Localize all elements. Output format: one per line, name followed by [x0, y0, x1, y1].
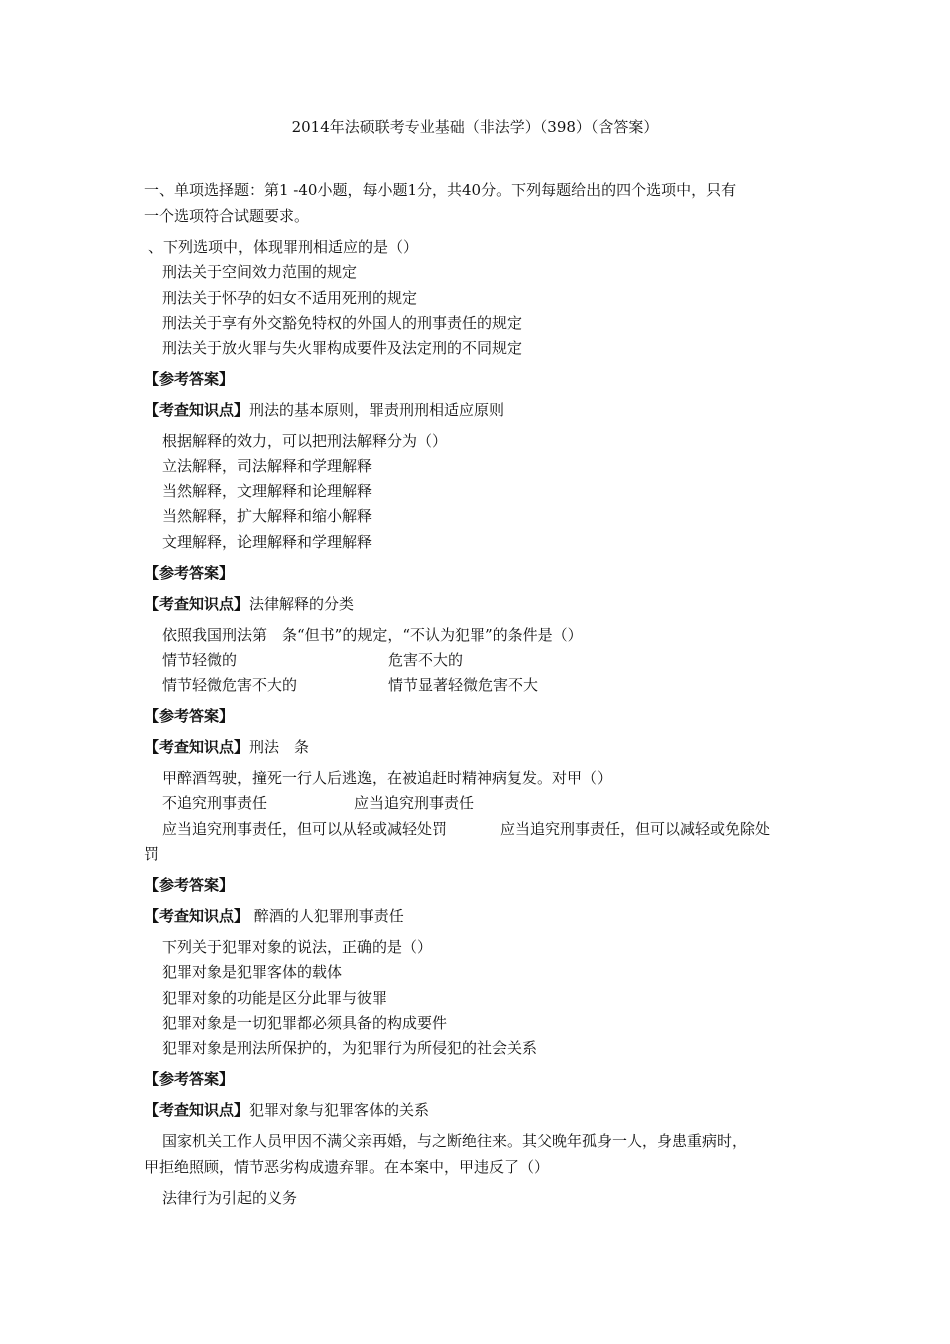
question-1-stem: 、下列选项中，体现罪刑相适应的是（）	[148, 238, 419, 256]
question-2-option-a: 立法解释，司法解释和学理解释	[162, 457, 373, 475]
knowledge-text: 法律解释的分类	[249, 595, 355, 613]
knowledge-label: 【考查知识点】	[144, 401, 250, 419]
question-4-option-c: 应当追究刑事责任，但可以从轻或减轻处罚	[162, 820, 448, 838]
question-3-answer-label: 【参考答案】	[144, 707, 235, 725]
question-1-knowledge	[144, 401, 504, 419]
question-5-answer-label: 【参考答案】	[144, 1070, 235, 1088]
question-5-option-c: 犯罪对象是一切犯罪都必须具备的构成要件	[162, 1014, 448, 1032]
section-intro-line-1: 一、单项选择题：第1 -40小题，每小题1分，共40分。下列每题给出的四个选项中，只有	[144, 181, 737, 199]
question-4-option-a: 不追究刑事责任	[162, 794, 268, 812]
knowledge-label: 【考查知识点】	[144, 595, 250, 613]
question-3-option-b: 危害不大的	[388, 651, 464, 669]
question-1-answer-label: 【参考答案】	[144, 370, 235, 388]
question-2-option-b: 当然解释，文理解释和论理解释	[162, 482, 373, 500]
question-5-option-a: 犯罪对象是犯罪客体的载体	[162, 963, 343, 981]
document-title: 2014年法硕联考专业基础（非法学）（398）（含答案）	[291, 118, 659, 136]
knowledge-text: 刑法的基本原则，罪责刑刑相适应原则	[249, 401, 505, 419]
question-5-stem: 下列关于犯罪对象的说法，正确的是（）	[162, 938, 433, 956]
question-6-stem-line-2: 甲拒绝照顾，情节恶劣构成遗弃罪。在本案中，甲违反了（）	[144, 1158, 550, 1176]
question-4-knowledge	[144, 907, 404, 925]
question-4-option-d: 应当追究刑事责任，但可以减轻或免除处	[500, 820, 771, 838]
question-2-knowledge	[144, 595, 354, 613]
question-2-answer-label: 【参考答案】	[144, 564, 235, 582]
question-6-stem-line-1: 国家机关工作人员甲因不满父亲再婚，与之断绝往来。其父晚年孤身一人，身患重病时，	[162, 1132, 748, 1150]
question-6-option-a: 法律行为引起的义务	[162, 1189, 298, 1207]
question-3-option-d: 情节显著轻微危害不大	[388, 676, 539, 694]
knowledge-label: 【考查知识点】	[144, 1101, 250, 1119]
question-3-option-c: 情节轻微危害不大的	[162, 676, 298, 694]
knowledge-label: 【考查知识点】	[144, 738, 250, 756]
knowledge-text: 犯罪对象与犯罪客体的关系	[249, 1101, 430, 1119]
section-intro-line-2: 一个选项符合试题要求。	[144, 207, 310, 225]
knowledge-label: 【考查知识点】	[144, 907, 250, 925]
question-5-knowledge	[144, 1101, 429, 1119]
question-1-option-b: 刑法关于怀孕的妇女不适用死刑的规定	[162, 289, 418, 307]
question-4-answer-label: 【参考答案】	[144, 876, 235, 894]
question-2-stem: 根据解释的效力，可以把刑法解释分为（）	[162, 432, 448, 450]
question-4-option-d-tail: 罚	[144, 845, 160, 863]
question-1-option-d: 刑法关于放火罪与失火罪构成要件及法定刑的不同规定	[162, 339, 523, 357]
knowledge-text: 刑法 条	[249, 738, 310, 756]
question-5-option-b: 犯罪对象的功能是区分此罪与彼罪	[162, 989, 388, 1007]
question-3-stem: 依照我国刑法第 条“但书”的规定，“不认为犯罪”的条件是（）	[162, 626, 583, 644]
question-4-option-b: 应当追究刑事责任	[354, 794, 475, 812]
question-4-stem: 甲醉酒驾驶，撞死一行人后逃逸，在被追赶时精神病复发。对甲（）	[162, 769, 613, 787]
question-5-option-d: 犯罪对象是刑法所保护的，为犯罪行为所侵犯的社会关系	[162, 1039, 538, 1057]
question-2-option-c: 当然解释，扩大解释和缩小解释	[162, 507, 373, 525]
question-2-option-d: 文理解释，论理解释和学理解释	[162, 533, 373, 551]
question-3-option-a: 情节轻微的	[162, 651, 238, 669]
question-1-option-c: 刑法关于享有外交豁免特权的外国人的刑事责任的规定	[162, 314, 523, 332]
question-3-knowledge	[144, 738, 309, 756]
question-1-option-a: 刑法关于空间效力范围的规定	[162, 263, 358, 281]
knowledge-text: 醉酒的人犯罪刑事责任	[249, 907, 404, 925]
